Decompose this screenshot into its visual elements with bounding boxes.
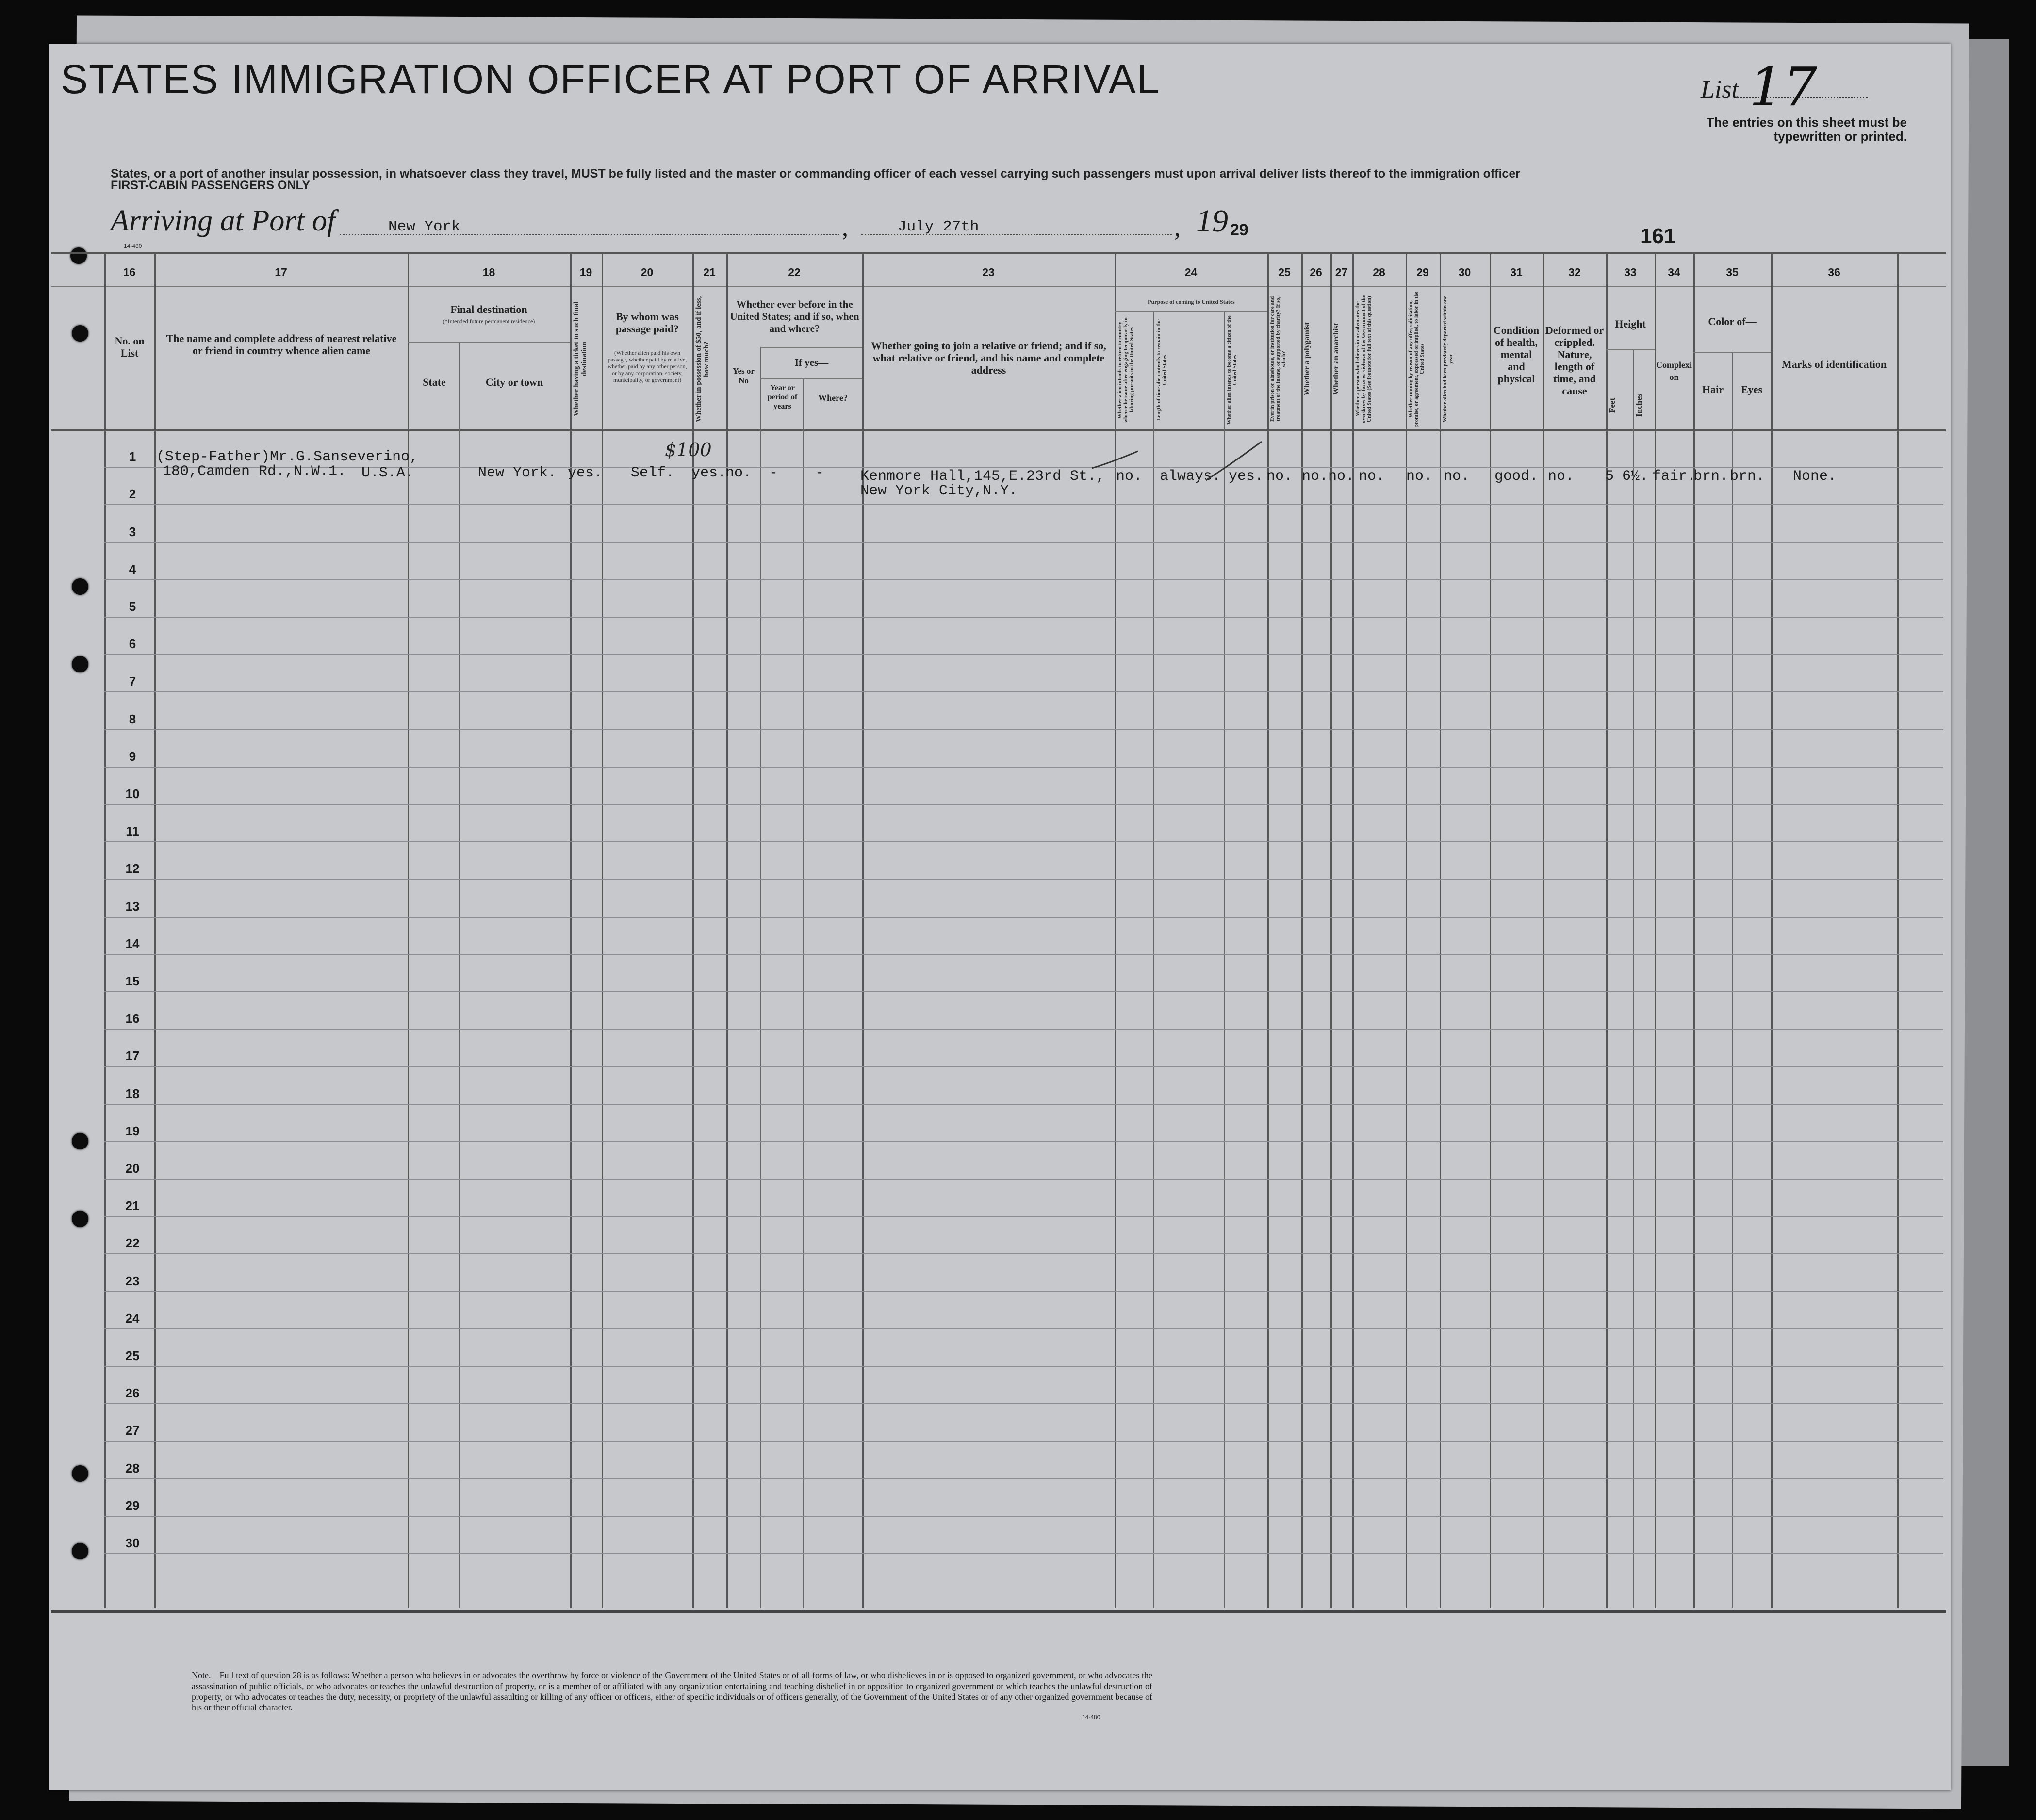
list-label: List (1701, 76, 1739, 103)
row-number: 19 (125, 1123, 140, 1138)
header-overthrow: Whether a person who believes in or advocates the overthrow by force or violence of the Government of the United States (See footnote for full text of this question) (1355, 295, 1372, 423)
row-line (104, 1029, 1943, 1030)
row-number: 14 (125, 936, 140, 951)
row-line (104, 1328, 1943, 1329)
header-feet: Feet (1608, 397, 1617, 413)
entry-return-intent: no. (1116, 468, 1143, 485)
row-line (104, 1291, 1943, 1292)
row-line (104, 729, 1943, 730)
colnum-23: 23 (982, 266, 995, 279)
instruction-text: States, or a port of another insular possession, in whatsoever class they travel, MUST be fully listed and the master or commanding officer of each vessel carrying such passengers must upon arrival deliver lists thereof to the immigration officer (111, 167, 1520, 180)
row-line (104, 1478, 1943, 1479)
year-prefix: 19 (1196, 203, 1228, 239)
row-line (104, 579, 1943, 580)
header-anarchist: Whether an anarchist (1332, 323, 1340, 395)
header-eyes: Eyes (1741, 383, 1762, 395)
col-divider (1330, 252, 1332, 1608)
row-number: 16 (125, 1011, 140, 1026)
col-divider (1693, 252, 1695, 1608)
row-number: 5 (129, 599, 136, 614)
header-length-stay: Length of time alien intends to remain in the United States (1156, 319, 1167, 421)
colnum-20: 20 (640, 266, 654, 279)
row-number: 3 (129, 524, 136, 539)
date-value: July 27th (898, 218, 979, 235)
entry-overthrow: no. (1359, 468, 1385, 485)
col-divider (1301, 252, 1303, 1608)
col-divider (602, 252, 603, 1608)
header-prison: Ever in prison or almshouse, or institution for care and treatment of the insane, or supported by charity? If so, which? (1269, 296, 1287, 422)
subhead-line (760, 378, 862, 379)
row-line (104, 804, 1943, 805)
colnum-27: 27 (1335, 266, 1348, 279)
header-complexion: Complexion (1656, 360, 1692, 382)
subcol-divider (1633, 349, 1634, 1608)
col-divider (1655, 252, 1656, 1608)
row-line (104, 1066, 1943, 1067)
row-line (104, 991, 1943, 992)
page-title: STATES IMMIGRATION OFFICER AT PORT OF ARRIVAL (61, 56, 1161, 102)
col-divider (570, 252, 572, 1608)
list-number: 17 (1749, 56, 1817, 118)
row-number: 24 (125, 1311, 140, 1326)
header-hair: Hair (1702, 383, 1724, 395)
colnum-22: 22 (788, 266, 801, 279)
header-marks: Marks of identification (1781, 358, 1887, 370)
col-divider (1267, 252, 1269, 1608)
entry-length-stay: always. (1160, 468, 1221, 485)
row-number: 15 (125, 974, 140, 988)
row-number: 12 (125, 861, 140, 876)
header-citizen: Whether alien intends to become a citizen of the United States (1226, 315, 1238, 425)
header-before-us: Whether ever before in the United States; and if so, when and where? (730, 298, 859, 334)
entry-money: yes. (691, 465, 727, 481)
row-line (104, 1366, 1943, 1367)
entry-labor-offer: no. (1406, 468, 1433, 485)
subhead-line (1115, 311, 1267, 312)
header-return-intent: Whether alien intends to return to country whence he came after engaging temporarily in laboring pursuits in the United States (1117, 317, 1134, 423)
entry-prison: no. (1266, 468, 1293, 485)
col-divider (1352, 252, 1354, 1608)
header-purpose: Purpose of coming to United States (1148, 298, 1235, 305)
entry-join-line2: New York City,N.Y. (860, 483, 1018, 499)
footnote-text: Note.—Full text of question 28 is as follows: Whether a person who believes in or advocates the overthrow by force or violence of the Government of the United States or of all forms of law, or who disbelieves in or is opposed to organized government, or who advocates the assassination of public officials, or who advocates or teaches the unlawful destruction of property, or is a member of or affiliated with any organization entertaining and teaching disbelief in or opposition to organized government or which teaches the unlawful destruction of property, or who advocates or teaches the duty, necessity, or propriety of the unlawful assaulting or killing of any officer or officers, either of specific individuals or of officers generally, of the Government of the United States or of any other organized government because of his or their official character. (192, 1671, 1152, 1712)
header-final-destination-note: (*Intended future permanent residence) (443, 318, 535, 325)
form-number: 14-480 (124, 243, 142, 249)
row-line (104, 1216, 1943, 1217)
colnum-25: 25 (1278, 266, 1291, 279)
row-number: 20 (125, 1161, 140, 1176)
entry-city: New York. (478, 465, 557, 481)
row-line (104, 654, 1943, 655)
row-number: 17 (125, 1049, 140, 1064)
row-line (104, 917, 1943, 918)
entry-state: U.S.A. (361, 465, 414, 481)
colnum-35: 35 (1726, 266, 1739, 279)
row-line (104, 691, 1943, 692)
row-line (104, 617, 1943, 618)
entry-relative-line1: (Step-Father)Mr.G.Sanseverino, (156, 449, 419, 465)
row-number: 13 (125, 899, 140, 914)
header-health: Condition of health, mental and physical (1493, 324, 1540, 385)
row-number: 18 (125, 1086, 140, 1101)
row-number: 28 (125, 1460, 140, 1476)
col-divider (1543, 252, 1544, 1608)
entry-citizen: yes. (1229, 468, 1264, 485)
subcol-divider (803, 378, 804, 1608)
header-labor-offer: Whether coming by reason of any offer, solicitation, promise, or agreement, expressed or implied, to labor in the United States (1408, 291, 1425, 427)
header-city: City or town (485, 376, 543, 388)
entry-eyes: brn. (1730, 468, 1765, 485)
row-number: 27 (125, 1423, 140, 1438)
entry-health: good. (1494, 468, 1539, 485)
class-line: FIRST-CABIN PASSENGERS ONLY (111, 179, 311, 192)
colnum-24: 24 (1184, 266, 1198, 279)
entry-money-note: $100 (665, 439, 712, 460)
entry-join-line1: Kenmore Hall,145,E.23rd St., (860, 468, 1105, 485)
row-line (104, 542, 1943, 543)
row-line (104, 1441, 1943, 1442)
header-height: Height (1615, 318, 1646, 330)
page-number: 161 (1640, 224, 1676, 248)
row-line (104, 879, 1943, 880)
comma: , (842, 214, 848, 242)
subhead-line (408, 342, 570, 343)
row-number: 1 (129, 449, 136, 464)
row-number: 11 (126, 824, 139, 839)
subcol-divider (760, 347, 761, 1608)
header-where: Where? (818, 393, 848, 403)
row-number: 10 (125, 787, 140, 801)
pencil-check-mark (1089, 449, 1143, 488)
row-number: 2 (129, 487, 136, 502)
row-number: 21 (125, 1198, 140, 1213)
row-line (104, 1179, 1943, 1180)
header-final-destination: Final destination (450, 303, 527, 315)
header-polygamist: Whether a polygamist (1303, 322, 1311, 396)
col-divider (862, 252, 864, 1608)
row-number: 22 (125, 1236, 140, 1251)
header-yes-no: Yes or No (733, 366, 755, 385)
col-divider (726, 252, 728, 1608)
row-line (104, 841, 1943, 842)
entry-ticket: yes. (568, 465, 603, 481)
row-line (104, 1253, 1943, 1254)
comma: , (1174, 214, 1181, 242)
row-line (104, 767, 1943, 768)
entries-note: The entries on this sheet must be typewritten or printed. (1706, 115, 1907, 144)
subhead-line (1606, 349, 1655, 350)
subcol-divider (1732, 352, 1733, 1608)
header-years: Year or period of years (767, 384, 798, 410)
entry-deformed: no. (1548, 468, 1575, 485)
colnum-33: 33 (1624, 266, 1637, 279)
year-suffix: 29 (1230, 221, 1248, 239)
header-no-on-list: No. on List (115, 335, 145, 359)
pencil-check-mark (1203, 439, 1266, 488)
entry-deported: no. (1444, 468, 1470, 485)
arriving-label: Arriving at Port of (111, 204, 336, 237)
header-inches: Inches (1634, 394, 1643, 417)
entry-hair: brn. (1693, 468, 1729, 485)
colnum-34: 34 (1668, 266, 1680, 279)
row-line (104, 504, 1943, 505)
entry-feet: 5 (1605, 468, 1614, 485)
row-line (104, 1553, 1943, 1554)
entry-polygamist: no. (1302, 468, 1329, 485)
header-if-yes: If yes— (794, 357, 829, 368)
entry-complexion: fair. (1652, 468, 1696, 485)
footnote-form-number: 14-480 (1082, 1714, 1100, 1721)
colnum-36: 36 (1828, 266, 1840, 279)
subcol-divider (459, 342, 460, 1608)
colnum-21: 21 (703, 266, 716, 279)
entry-where: - (815, 465, 824, 481)
entry-inches: 6½. (1622, 468, 1649, 485)
col-divider (1606, 252, 1608, 1608)
header-bottom-line (51, 429, 1946, 431)
colnum-18: 18 (482, 266, 495, 279)
row-line (104, 1141, 1943, 1142)
header-state: State (423, 376, 446, 388)
row-line (104, 1104, 1943, 1105)
header-relative: The name and complete address of nearest relative or friend in country whence alien came (166, 332, 397, 357)
entry-years: - (769, 465, 778, 481)
header-deformed: Deformed or crippled. Nature, length of time, and cause (1545, 324, 1604, 397)
entry-marks: None. (1793, 468, 1837, 485)
row-number: 23 (125, 1273, 140, 1288)
col-divider (1440, 252, 1441, 1608)
subhead-line (1693, 352, 1771, 353)
row-number: 26 (125, 1386, 140, 1401)
colnum-16: 16 (123, 266, 136, 279)
colnum-32: 32 (1568, 266, 1581, 279)
port-value: New York (388, 218, 460, 235)
row-line (104, 1403, 1943, 1404)
row-number: 9 (129, 749, 136, 764)
col-divider (1406, 252, 1407, 1608)
header-color: Color of— (1708, 315, 1757, 328)
header-ticket: Whether having a ticket to such final destination (573, 301, 588, 417)
row-number: 25 (125, 1348, 140, 1363)
col-divider (1490, 252, 1491, 1608)
col-divider (1771, 252, 1773, 1608)
colnum-26: 26 (1310, 266, 1322, 279)
colnum-28: 28 (1373, 266, 1385, 279)
row-number: 7 (129, 674, 136, 689)
colnum-row-line (51, 286, 1946, 287)
colnum-29: 29 (1416, 266, 1429, 279)
colnum-17: 17 (275, 266, 287, 279)
row-number: 8 (129, 711, 136, 726)
row-line (104, 954, 1943, 955)
subhead-line (760, 347, 862, 348)
row-number: 30 (125, 1536, 140, 1550)
header-deported: Whether alien had been previously deported within one year (1442, 295, 1454, 423)
header-money: Whether in possession of $50, and if less, how much? (695, 296, 710, 422)
colnum-31: 31 (1510, 266, 1523, 279)
col-divider (1897, 252, 1899, 1608)
header-join-relative: Whether going to join a relative or friend; and if so, what relative or friend, and his name and complete address (871, 340, 1106, 376)
entry-relative-line2: 180,Camden Rd.,N.W.1. (163, 463, 346, 480)
entry-before-us: no. (725, 465, 752, 481)
colnum-19: 19 (579, 266, 592, 279)
colnum-30: 30 (1458, 266, 1471, 279)
entry-anarchist: no. (1328, 468, 1355, 485)
header-passage-paid: By whom was passage paid? (615, 311, 679, 335)
row-number: 29 (125, 1498, 140, 1513)
row-number: 4 (129, 561, 136, 576)
row-number: 6 (129, 637, 136, 652)
header-passage-note: (Whether alien paid his own passage, whether paid by relative, whether paid by any other person, or by any corporation, society, municipality, or government) (608, 349, 687, 383)
row-line (104, 1516, 1943, 1517)
entry-paid-by: Self. (631, 465, 675, 481)
